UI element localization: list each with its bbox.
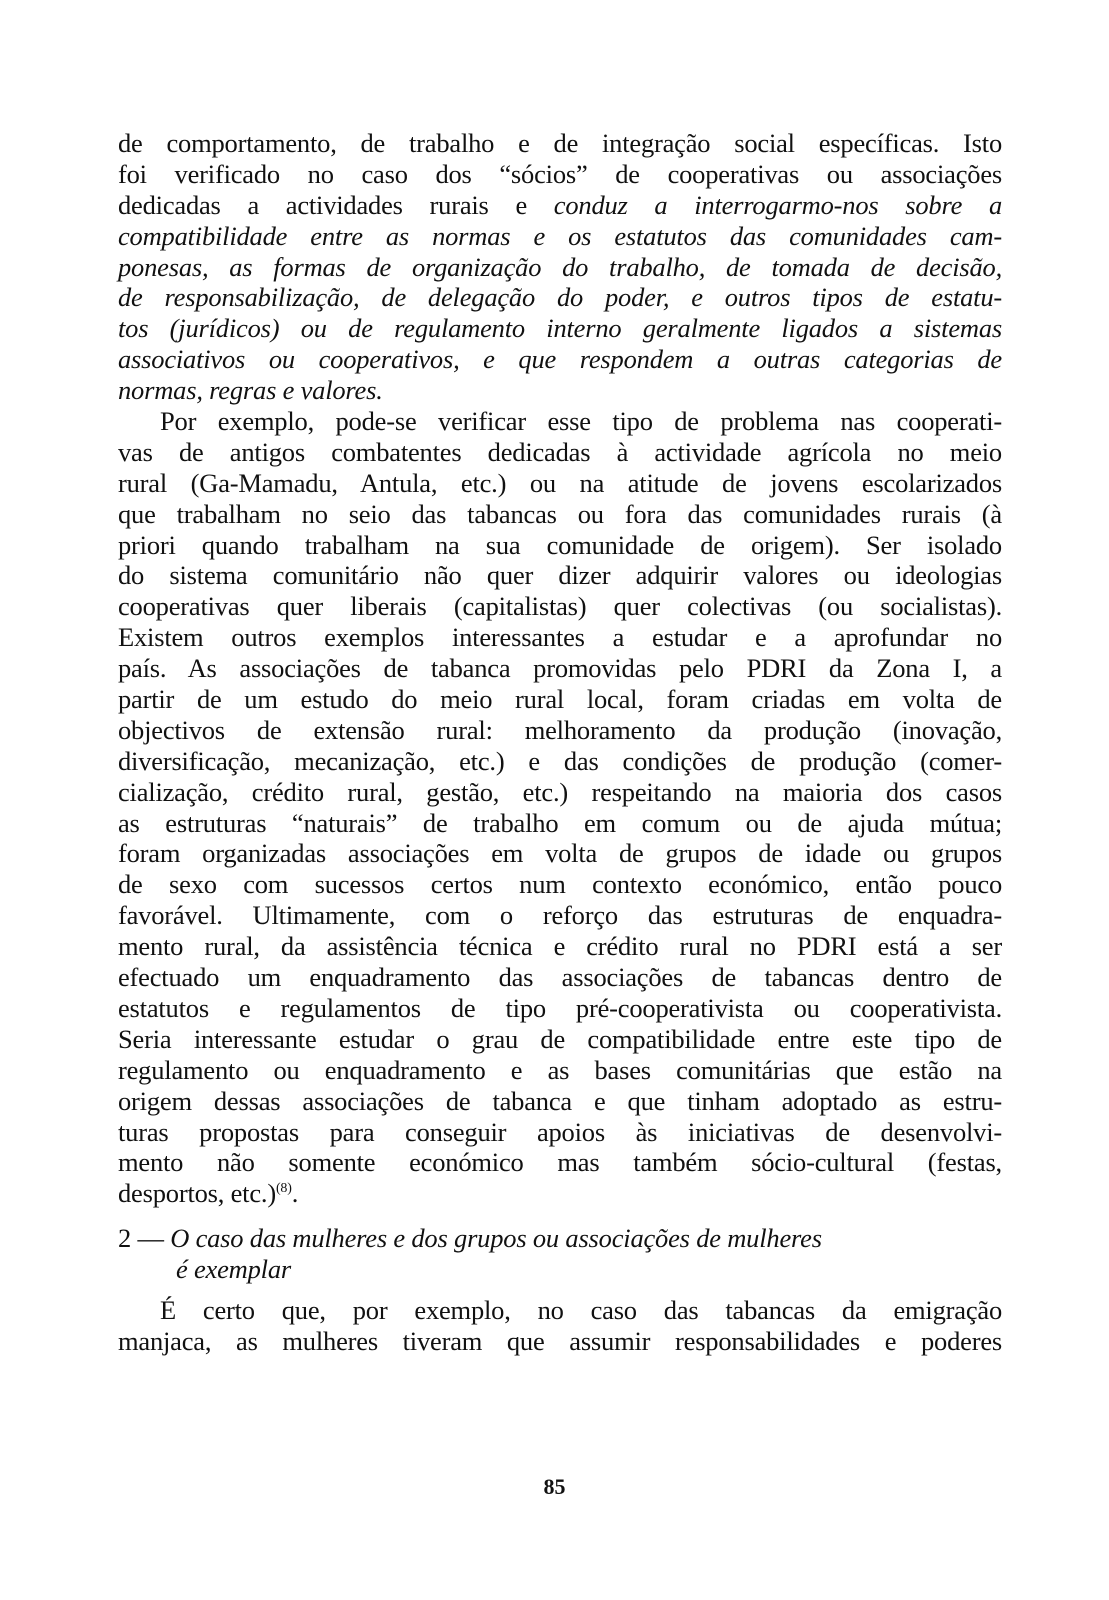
section-title: O caso das mulheres e dos grupos ou associações de mulheres: [170, 1223, 822, 1254]
italic-text-line: compatibilidade entre as normas e os estatutos das comunidades cam-: [118, 220, 1002, 251]
footnote-reference[interactable]: (8): [275, 1181, 292, 1197]
text-line: país. As associações de tabanca promovidas pelo PDRI da Zona I, a: [118, 653, 1002, 684]
text-line: Por exemplo, pode-se verificar esse tipo de problema nas cooperati-: [160, 406, 1002, 437]
text-line: favorável. Ultimamente, com o reforço das estruturas de enquadra-: [118, 900, 1002, 931]
italic-text-line: de responsabilização, de delegação do poder, e outros tipos de estatu-: [118, 282, 1002, 313]
page-number: 85: [543, 1474, 566, 1499]
text-line: foi verificado no caso dos “sócios” de cooperativas ou associações: [118, 158, 1002, 189]
text-line: de sexo com sucessos certos num contexto económico, então pouco: [118, 869, 1002, 900]
text-line: efectuado um enquadramento das associações de tabancas dentro de: [118, 962, 1002, 993]
text-line: Seria interessante estudar o grau de compatibilidade entre este tipo de: [118, 1023, 1002, 1054]
text-line: que trabalham no seio das tabancas ou fora das comunidades rurais (à: [118, 498, 1002, 529]
text-line: partir de um estudo do meio rural local, foram criadas em volta de: [118, 684, 1002, 715]
text-line: rural (Ga-Mamadu, Antula, etc.) ou na atitude de jovens escolarizados: [118, 467, 1002, 498]
text-line: [118, 190, 1002, 221]
text-line: objectivos de extensão rural: melhoramento da produção (inovação,: [118, 714, 1002, 745]
text-line: estatutos e regulamentos de tipo pré-cooperativista ou cooperativista.: [118, 992, 1002, 1023]
text-run: .: [291, 1178, 299, 1209]
page-body: [118, 128, 1002, 1357]
text-line: cooperativas quer liberais (capitalistas) quer colectivas (ou socialistas).: [118, 591, 1002, 622]
text-line: foram organizadas associações em volta de grupos de idade ou grupos: [118, 838, 1002, 869]
text-run: dedicadas a actividades rurais e: [118, 189, 554, 220]
text-line: as estruturas “naturais” de trabalho em comum ou de ajuda mútua;: [118, 807, 1002, 838]
italic-text-line: normas, regras e valores.: [118, 375, 383, 406]
paragraph-1: [118, 128, 1002, 406]
italic-text-run: conduz a interrogarmo-nos sobre a: [553, 189, 1002, 220]
italic-text-line: tos (jurídicos) ou de regulamento interno geralmente ligados a sistemas: [118, 313, 1002, 344]
text-line: turas propostas para conseguir apoios às iniciativas de desenvolvi-: [118, 1116, 1002, 1147]
paragraph-3: [118, 1295, 1002, 1357]
heading-line: é exemplar: [176, 1254, 291, 1285]
text-line: vas de antigos combatentes dedicadas à actividade agrícola no meio: [118, 436, 1002, 467]
section-heading: [118, 1223, 1002, 1285]
text-line: manjaca, as mulheres tiveram que assumir responsabilidades e poderes: [118, 1325, 1002, 1356]
text-line: regulamento ou enquadramento e as bases comunitárias que estão na: [118, 1054, 1002, 1085]
text-line: de comportamento, de trabalho e de integração social específicas. Isto: [118, 128, 1002, 158]
text-line: origem dessas associações de tabanca e que tinham adoptado as estru-: [118, 1085, 1002, 1116]
section-number: 2 —: [118, 1223, 171, 1254]
paragraph-2: [118, 406, 1002, 1209]
heading-line: [118, 1223, 1002, 1254]
text-line: diversificação, mecanização, etc.) e das condições de produção (comer-: [118, 745, 1002, 776]
text-line: priori quando trabalham na sua comunidade de origem). Ser isolado: [118, 529, 1002, 560]
text-line: cialização, crédito rural, gestão, etc.) respeitando na maioria dos casos: [118, 776, 1002, 807]
text-line: [118, 1178, 1002, 1209]
italic-text-line: ponesas, as formas de organização do trabalho, de tomada de decisão,: [118, 251, 1002, 282]
italic-text-line: associativos ou cooperativos, e que respondem a outras categorias de: [118, 344, 1002, 375]
text-run: desportos, etc.): [118, 1178, 276, 1209]
text-line: É certo que, por exemplo, no caso das tabancas da emigração: [160, 1294, 1002, 1325]
text-line: mento não somente económico mas também sócio-cultural (festas,: [118, 1147, 1002, 1178]
text-line: do sistema comunitário não quer dizer adquirir valores ou ideologias: [118, 560, 1002, 591]
text-line: mento rural, da assistência técnica e crédito rural no PDRI está a ser: [118, 931, 1002, 962]
text-line: Existem outros exemplos interessantes a estudar e a aprofundar no: [118, 622, 1002, 653]
